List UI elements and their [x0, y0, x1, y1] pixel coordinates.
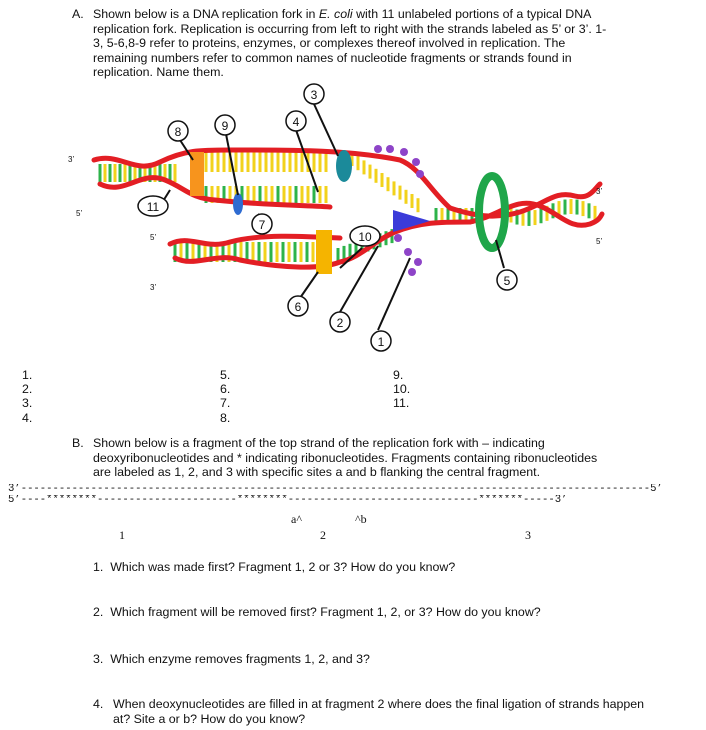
- svg-text:5’: 5’: [150, 233, 157, 242]
- part-a-line-2: replication fork. Replication is occurring from left to right with the strands labeled as 5’ or 3’. 1-: [93, 21, 607, 36]
- blank-3: 3.: [22, 396, 33, 411]
- svg-text:10: 10: [358, 230, 372, 244]
- part-b-line-3: are labeled as 1, 2, and 3 with specific sites a and b flanking the central fragment.: [93, 465, 541, 480]
- svg-text:3: 3: [310, 88, 318, 102]
- blank-7: 7.: [220, 396, 231, 411]
- svg-text:1: 1: [377, 335, 385, 349]
- part-b-line-2: deoxyribonucleotides and * indicating ribonucleotides. Fragments containing ribonucleotides: [93, 450, 598, 465]
- svg-text:5’: 5’: [76, 209, 83, 218]
- question-2: 2. Which fragment will be removed first? Fragment 1, 2, or 3? How do you know?: [93, 605, 541, 619]
- callout-5: [497, 270, 517, 290]
- svg-text:4: 4: [292, 115, 300, 129]
- blank-1: 1.: [22, 368, 33, 382]
- strand-bottom: 5’----********----------------------********------------------------------*******-----3’: [8, 495, 568, 506]
- svg-text:3’: 3’: [150, 283, 157, 292]
- site-b: ^b: [355, 512, 367, 526]
- polymerase-gold: [316, 230, 332, 274]
- svg-text:7: 7: [258, 218, 266, 232]
- question-3: 3. Which enzyme removes fragments 1, 2, and 3?: [93, 652, 370, 666]
- svg-text:2: 2: [336, 316, 344, 330]
- svg-text:5’: 5’: [596, 237, 603, 246]
- answer-col-2: [220, 368, 230, 425]
- callout-7: [252, 214, 272, 234]
- callout-6: [288, 296, 308, 316]
- fragment-label-2: 2: [320, 528, 326, 542]
- part-b-text: [93, 436, 698, 480]
- blank-9: 9.: [393, 368, 404, 382]
- blank-11: 11.: [393, 396, 410, 411]
- part-a-line-4: remaining numbers refer to common names of nucleotide fragments or strands found in: [93, 50, 572, 65]
- blank-4: 4.: [22, 410, 33, 425]
- parental-duplex-bases: [100, 152, 326, 203]
- callout-11: [138, 196, 168, 216]
- fragment-label-3: 3: [525, 528, 531, 542]
- question-4: 4. When deoxynucleotides are filled in at fragment 2 where does the final ligation of strands happen at? Site a or b? How do you know?: [93, 697, 645, 726]
- svg-text:11: 11: [146, 200, 160, 214]
- part-a-letter: A.: [72, 7, 84, 21]
- callout-2: [330, 312, 350, 332]
- part-a-line-1: Shown below is a DNA replication fork in E. coli with 11 unlabeled portions of a typical DNA: [93, 7, 592, 21]
- blank-6: 6.: [220, 382, 231, 397]
- blue-oval: [233, 193, 243, 215]
- callout-10: [350, 226, 380, 246]
- part-a-line-5: replication. Name them.: [93, 65, 224, 80]
- svg-text:3’: 3’: [596, 187, 603, 196]
- callout-9: [215, 115, 235, 135]
- pointer-lines: [160, 104, 504, 330]
- answer-col-1: [22, 368, 32, 425]
- svg-text:8: 8: [174, 125, 182, 139]
- part-b-line-1: Shown below is a fragment of the top strand of the replication fork with – indicating: [93, 436, 545, 450]
- answer-col-3: [393, 368, 410, 411]
- callout-3: [304, 84, 324, 104]
- strand-top: 3’---------------------------------------------------------------------------------------------------5’: [8, 484, 663, 495]
- svg-text:9: 9: [221, 119, 229, 133]
- blank-10: 10.: [393, 382, 411, 397]
- blank-5: 5.: [220, 368, 231, 382]
- part-b-letter: B.: [72, 436, 84, 450]
- replication-fork-diagram: [0, 0, 706, 360]
- svg-text:3’: 3’: [68, 155, 75, 164]
- svg-text:6: 6: [294, 300, 302, 314]
- svg-text:5: 5: [503, 274, 511, 288]
- callout-4: [286, 111, 306, 131]
- callout-1: [371, 331, 391, 351]
- blank-8: 8.: [220, 410, 231, 425]
- fragment-label-1: 1: [119, 528, 125, 542]
- callout-8: [168, 121, 188, 141]
- question-1: 1. Which was made first? Fragment 1, 2 or 3? How do you know?: [93, 560, 456, 574]
- site-a: a^: [291, 512, 302, 526]
- part-a-line-3: 3, 5-6,8-9 refer to proteins, enzymes, or complexes thereof involved in replication. The: [93, 36, 566, 51]
- blank-2: 2.: [22, 382, 33, 397]
